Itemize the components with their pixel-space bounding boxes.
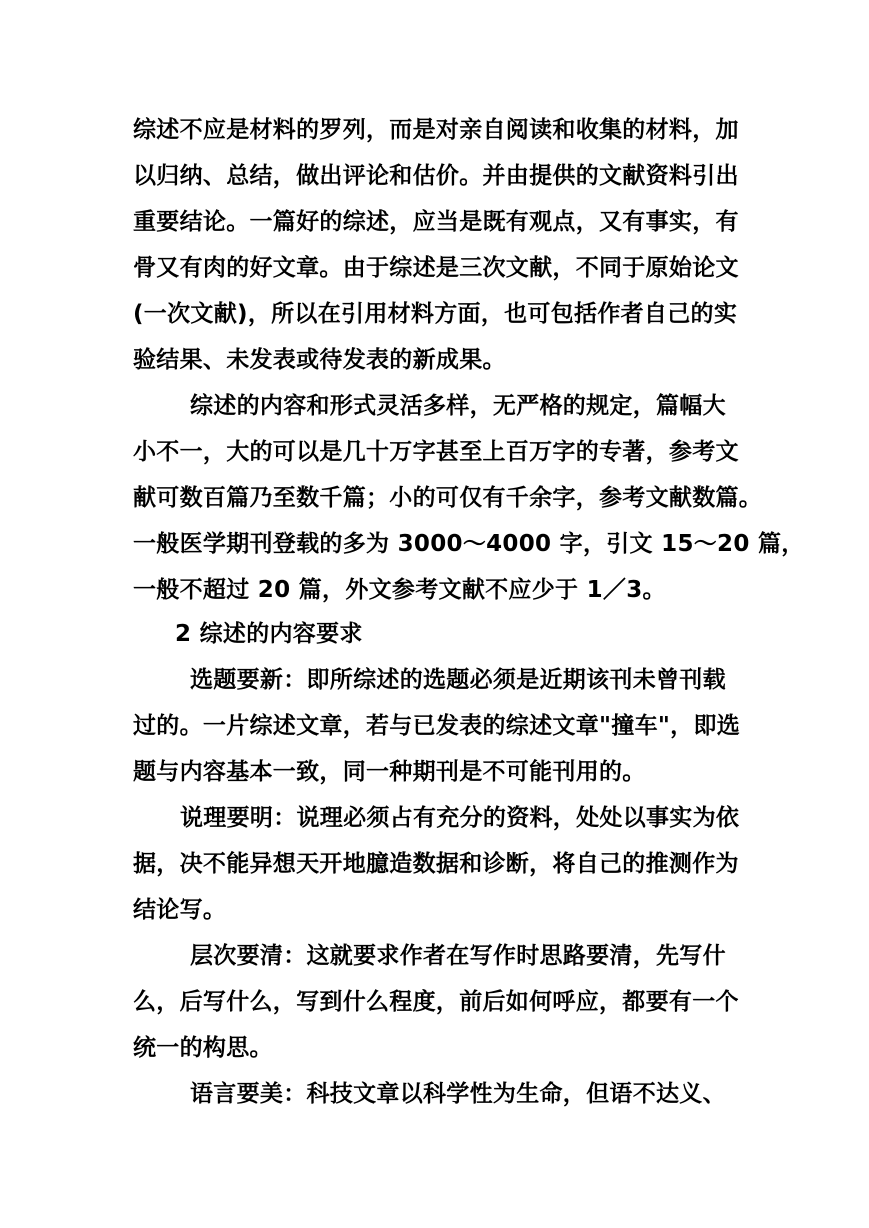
paragraph-start-line: 语言要美：科技文章以科学性为生命，但语不达义、 xyxy=(190,1081,726,1107)
text-line: 验结果、未发表或待发表的新成果。 xyxy=(133,347,506,373)
paragraph-start-line: 选题要新：即所综述的选题必须是近期该刊未曾刊载 xyxy=(190,667,726,693)
text-line: 以归纳、总结，做出评论和估价。并由提供的文献资料引出 xyxy=(133,163,739,189)
text-line: 一般不超过 20 篇，外文参考文献不应少于 1／3。 xyxy=(133,577,666,603)
paragraph-start-line: 层次要清：这就要求作者在写作时思路要清，先写什 xyxy=(190,943,726,969)
text-line: 小不一，大的可以是几十万字甚至上百万字的专著，参考文 xyxy=(133,439,739,465)
text-line: (一次文献)，所以在引用材料方面，也可包括作者自己的实 xyxy=(133,301,738,327)
text-line: 统一的构思。 xyxy=(133,1035,273,1061)
text-line: 综述不应是材料的罗列，而是对亲自阅读和收集的材料，加 xyxy=(133,117,739,143)
text-line: 骨又有肉的好文章。由于综述是三次文献，不同于原始论文 xyxy=(133,255,739,281)
text-line: 重要结论。一篇好的综述，应当是既有观点，又有事实，有 xyxy=(133,209,739,235)
section-heading: 2 综述的内容要求 xyxy=(175,621,363,647)
paragraph-start-line: 综述的内容和形式灵活多样，无严格的规定，篇幅大 xyxy=(190,393,726,419)
paragraph-start-line: 说理要明：说理必须占有充分的资料，处处以事实为依 xyxy=(180,805,740,831)
text-line: 献可数百篇乃至数千篇；小的可仅有千余字，参考文献数篇。 xyxy=(133,485,763,511)
text-line: 结论写。 xyxy=(133,897,227,923)
text-line: 一般医学期刊登载的多为 3000～4000 字，引文 15～20 篇， xyxy=(133,531,805,557)
text-line: 么，后写什么，写到什么程度，前后如何呼应，都要有一个 xyxy=(133,989,739,1015)
text-line: 过的。一片综述文章，若与已发表的综述文章"撞车"，即选 xyxy=(133,713,741,739)
text-line: 据，决不能异想天开地臆造数据和诊断，将自己的推测作为 xyxy=(133,851,739,877)
text-line: 题与内容基本一致，同一种期刊是不可能刊用的。 xyxy=(133,759,646,785)
